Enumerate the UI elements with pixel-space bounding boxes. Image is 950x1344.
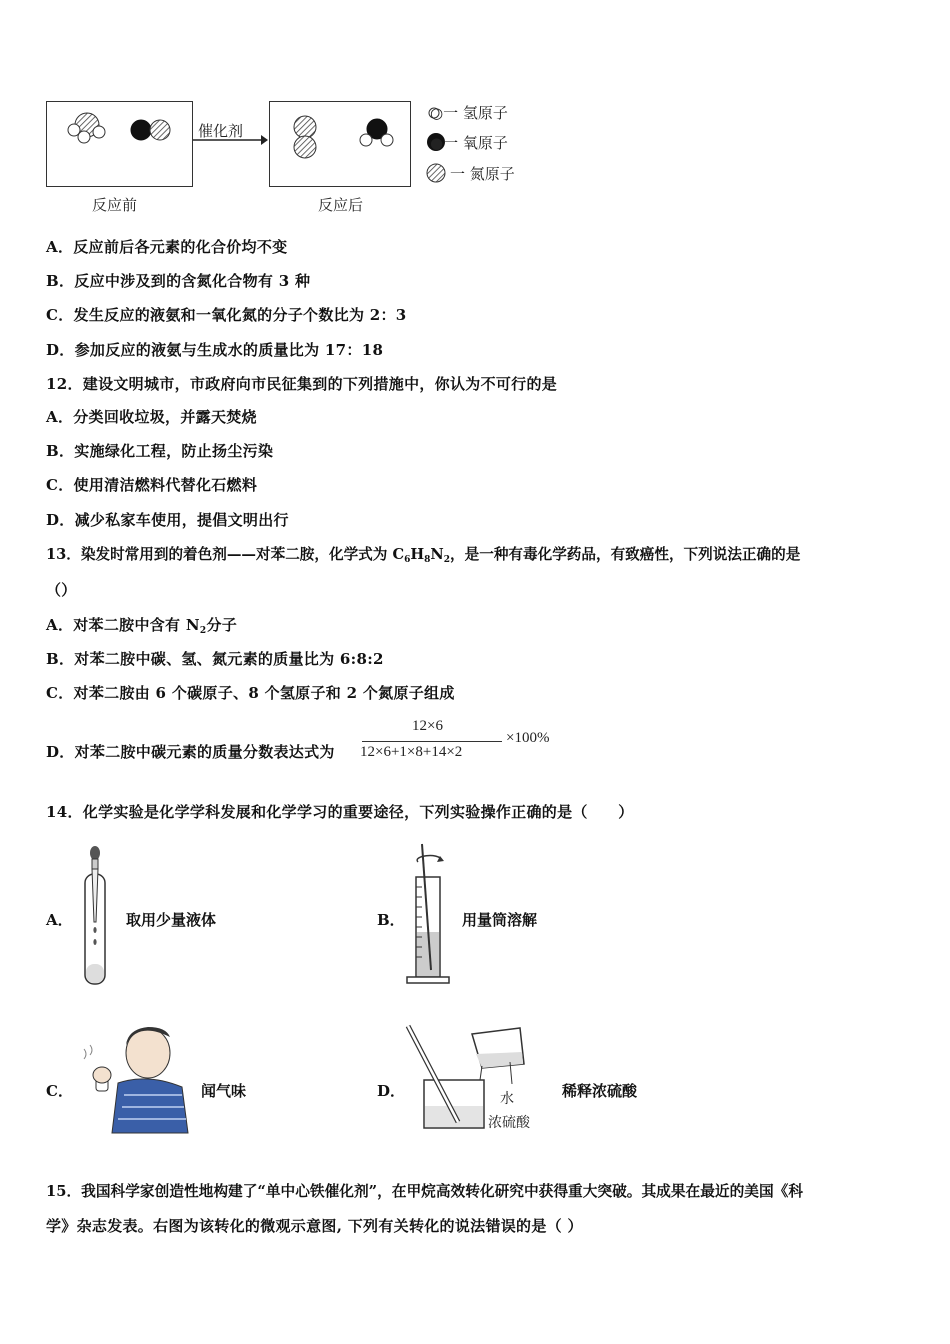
q14-option-c-label: C． [46,1082,73,1100]
water-label: 水 [500,1091,514,1107]
acid-label: 浓硫酸 [488,1115,530,1131]
catalyst-label: 催化剂 [198,122,244,140]
q14-option-d-text: 稀释浓硫酸 [562,1082,638,1100]
after-label: 反应后 [318,196,364,214]
legend-nitrogen: 一 氮原子 [450,165,515,183]
q13-option-a: A．对苯二胺中含有 $N_2$分子 [46,616,238,636]
q14-option-a-text: 取用少量液体 [126,911,217,929]
q12-stem: 12．建设文明城市，市政府向市民征集到的下列措施中，你认为不可行的是 [46,375,558,393]
q11-option-c: C．发生反应的液氨和一氧化氮的分子个数比为 2：3 [46,306,407,324]
legend-oxygen: ●一 氧原子 [430,134,508,152]
student-smelling-image [78,1015,190,1135]
graduated-cylinder-image [404,842,454,987]
q13-stem-paren: （） [46,581,77,599]
q14-option-b-text: 用量筒溶解 [462,911,538,929]
q13-option-d: D．对苯二胺中碳元素的质量分数表达式为 [46,743,335,761]
fraction-bar [362,741,502,742]
legend-hydrogen: ○一 氢原子 [430,104,508,122]
fraction-denominator: 12×6+1×8+14×2 [360,744,463,760]
after-box [269,101,411,187]
q14-option-a-label: A． [46,911,73,929]
product-molecules-image [270,102,410,186]
q15-stem-line1: 15．我国科学家创造性地构建了“单中心铁催化剂”，在甲烷高效转化研究中获得重大突破。其成果在最近的美国《科 [46,1183,804,1200]
q15-stem-line2: 学》杂志发表。右图为该转化的微观示意图, 下列有关转化的说法错误的是（ ） [46,1217,583,1235]
q13-option-c: C．对苯二胺由 6 个碳原子、8 个氢原子和 2 个氮原子组成 [46,684,455,702]
q14-option-c-text: 闻气味 [201,1082,247,1100]
q13-option-b: B．对苯二胺中碳、氢、氮元素的质量比为 6:8:2 [46,650,384,668]
reactant-molecules-image [47,102,192,186]
fraction-percent: ×100% [506,730,550,746]
q12-option-a: A．分类回收垃圾，并露天焚烧 [46,408,257,426]
q14-option-b-label: B． [377,911,405,929]
dropper-test-tube-image [78,842,112,992]
q14-option-d-label: D． [377,1082,406,1100]
q11-option-a: A．反应前后各元素的化合价均不变 [46,238,288,256]
q12-option-c: C．使用清洁燃料代替化石燃料 [46,476,258,494]
q12-option-b: B．实施绿化工程，防止扬尘污染 [46,442,274,460]
q13-stem: 13．染发时常用到的着色剂——对苯二胺，化学式为 $C_6H_8N_2$，是一种有毒化学药品，有致癌性，下列说法正确的是 [46,546,801,565]
fraction-numerator: 12×6 [412,718,443,734]
before-label: 反应前 [92,196,138,214]
q14-stem: 14．化学实验是化学学科发展和化学学习的重要途径，下列实验操作正确的是（ ） [46,803,634,821]
before-box [46,101,193,187]
q11-option-b: B．反应中涉及到的含氮化合物有 3 种 [46,272,311,290]
q12-option-d: D．减少私家车使用，提倡文明出行 [46,511,289,529]
q11-option-d: D．参加反应的液氨与生成水的质量比为 17：18 [46,341,384,359]
